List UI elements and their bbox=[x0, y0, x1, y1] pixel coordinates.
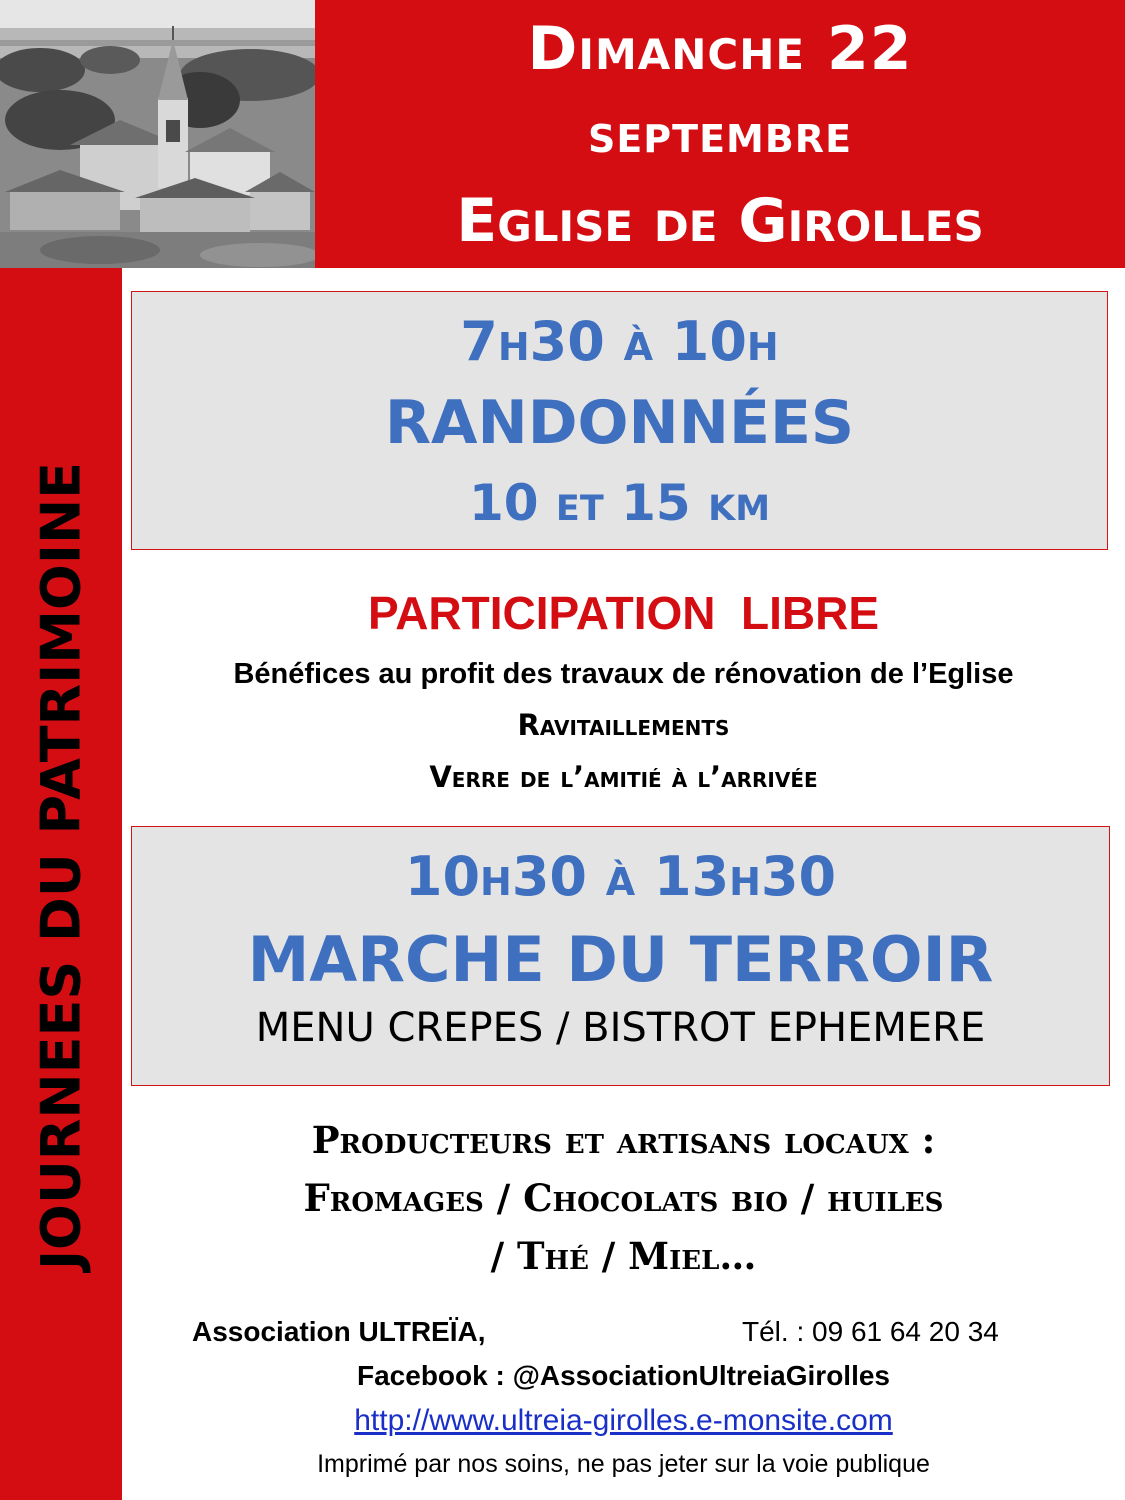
event-header bbox=[315, 0, 1125, 268]
marche-menu: MENU CREPES / BISTROT EPHEMERE bbox=[255, 1005, 986, 1051]
event-location: Eglise de Girolles bbox=[456, 186, 984, 256]
event-date-month: septembre bbox=[587, 102, 853, 165]
marche-title: MARCHE DU TERROIR bbox=[247, 923, 994, 996]
producers-line-2: Fromages / Chocolats bio / huiles bbox=[303, 1176, 944, 1220]
journees-patrimoine-title: JOURNEES DU PATRIMOINE bbox=[29, 461, 93, 1271]
producers-line-1: Producteurs et artisans locaux : bbox=[311, 1118, 936, 1162]
marche-terroir-box bbox=[131, 826, 1110, 1086]
printed-notice: Imprimé par nos soins, ne pas jeter sur la voie publique bbox=[317, 1450, 930, 1478]
randonnees-box bbox=[131, 291, 1108, 550]
producers-line-3: / Thé / Miel… bbox=[490, 1234, 757, 1278]
randonnees-time: 7h30 à 10h bbox=[460, 310, 779, 373]
randonnees-distance: 10 et 15 km bbox=[468, 474, 771, 532]
randonnees-title: RANDONNÉES bbox=[384, 388, 855, 458]
association-name: Association ULTREÏA, bbox=[192, 1316, 486, 1347]
ravitaillements-text: Ravitaillements bbox=[517, 708, 730, 742]
marche-time: 10h30 à 13h30 bbox=[404, 845, 837, 908]
benefits-text: Bénéfices au profit des travaux de rénovation de l’Eglise bbox=[233, 658, 1014, 690]
facebook-handle: Facebook : @AssociationUltreiaGirolles bbox=[357, 1360, 890, 1391]
participation-libre: PARTICIPATION LIBRE bbox=[367, 587, 880, 639]
website-link[interactable]: http://www.ultreia-girolles.e-monsite.com bbox=[354, 1404, 893, 1437]
phone-number: Tél. : 09 61 64 20 34 bbox=[742, 1316, 999, 1347]
verre-amitie-text: Verre de l’amitié à l’arrivée bbox=[429, 760, 818, 794]
event-date-day: Dimanche 22 bbox=[527, 14, 913, 84]
village-church-photo bbox=[0, 0, 315, 268]
